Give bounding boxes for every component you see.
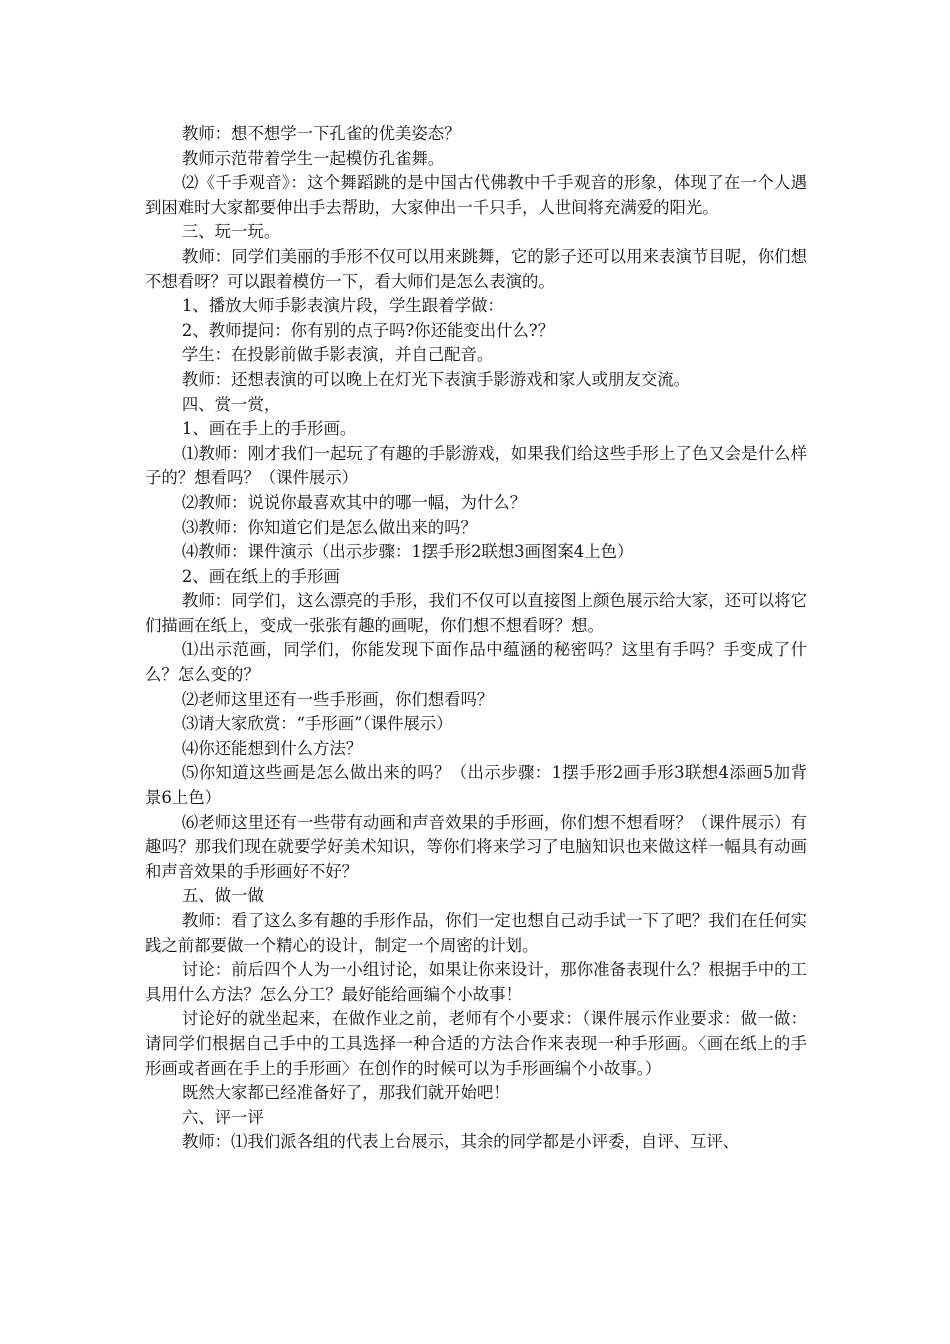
paragraph: ⑴教师：刚才我们一起玩了有趣的手影游戏，如果我们给这些手形上了色又会是什么样子的？想看吗？（课件展示） [145,443,807,488]
section-heading: 三、玩一玩。 [181,222,281,242]
paragraph: 学生：在投影前做手影表演，并自己配音。 [181,345,494,365]
paragraph: 教师：⑴我们派各组的代表上台展示，其余的同学都是小评委，自评、互评、 [181,1132,740,1152]
paragraph: ⑵《千手观音》：这个舞蹈跳的是中国古代佛教中千手观音的形象，体现了在一个人遇到困难时大家都要伸出手去帮助，大家伸出一千只手，人世间将充满爱的阳光。 [145,173,807,217]
section-heading: 六、评一评 [181,1107,264,1127]
paragraph: 讨论好的就坐起来，在做作业之前，老师有个小要求：（课件展示作业要求：做一做：请同学们根据自己手中的工具选择一种合适的方法合作来表现一种手形画。〈画在纸上的手形画或者画在手上的手形画〉在创作的时候可以为手形画编个小故事。） [145,1009,807,1078]
paragraph: ⑵教师：说说你最喜欢其中的哪一幅，为什么？ [181,492,527,512]
subsection-heading: 2、画在纸上的手形画 [181,566,340,586]
paragraph: ⑹老师这里还有一些带有动画和声音效果的手形画，你们想不想看呀？（课件展示）有趣吗？那我们现在就要学好美术知识，等你们将来学习了电脑知识也来做这样一幅具有动画和声音效果的手形画好不好？ [145,812,807,881]
paragraph: 教师：看了这么多有趣的手形作品，你们一定也想自己动手试一下了吧？我们在任何实践之前都要做一个精心的设计，制定一个周密的计划。 [145,911,807,955]
document-body [145,122,807,1155]
paragraph: ⑵老师这里还有一些手形画，你们想看吗？ [181,689,494,709]
paragraph: ⑶请大家欣赏：“手形画”（课件展示） [181,714,453,734]
subsection-heading: 1、画在手上的手形画。 [181,419,357,439]
paragraph: 既然大家都已经准备好了，那我们就开始吧！ [181,1083,510,1103]
section-heading: 四、赏一赏， [181,394,281,414]
paragraph: 1、播放大师手影表演片段，学生跟着学做： [181,296,504,316]
paragraph: 讨论：前后四个人为一小组讨论，如果让你来设计，那你准备表现什么？根据手中的工具用什么方法？怎么分工？最好能给画编个小故事！ [145,960,807,1004]
paragraph: 教师：想不想学一下孔雀的优美姿态？ [181,124,461,143]
paragraph: 教师示范带着学生一起模仿孔雀舞。 [181,148,445,168]
paragraph: 教师：同学们美丽的手形不仅可以用来跳舞，它的影子还可以用来表演节目呢，你们想不想看呀？可以跟着模仿一下，看大师们是怎么表演的。 [145,246,807,291]
paragraph: ⑴出示范画，同学们，你能发现下面作品中蕴涵的秘密吗？这里有手吗？手变成了什么？怎么变的？ [145,640,807,685]
section-heading: 五、做一做 [181,886,264,906]
paragraph: ⑷你还能想到什么方法？ [181,738,363,758]
paragraph: 教师：还想表演的可以晚上在灯光下表演手影游戏和家人或朋友交流。 [181,369,690,389]
paragraph: 教师：同学们，这么漂亮的手形，我们不仅可以直接图上颜色展示给大家，还可以将它们描画在纸上，变成一张张有趣的画呢，你们想不想看呀？想。 [145,591,807,635]
paragraph: ⑶教师：你知道它们是怎么做出来的吗？ [181,517,477,537]
paragraph: 2、教师提问：你有别的点子吗?你还能变出什么?？ [181,320,555,340]
paragraph: ⑸你知道这些画是怎么做出来的吗？（出示步骤：1摆手形2画手形3联想4添画5加背景6上色） [145,763,807,808]
paragraph: ⑷教师：课件演示（出示步骤：1摆手形2联想3画图案4上色） [181,542,634,562]
